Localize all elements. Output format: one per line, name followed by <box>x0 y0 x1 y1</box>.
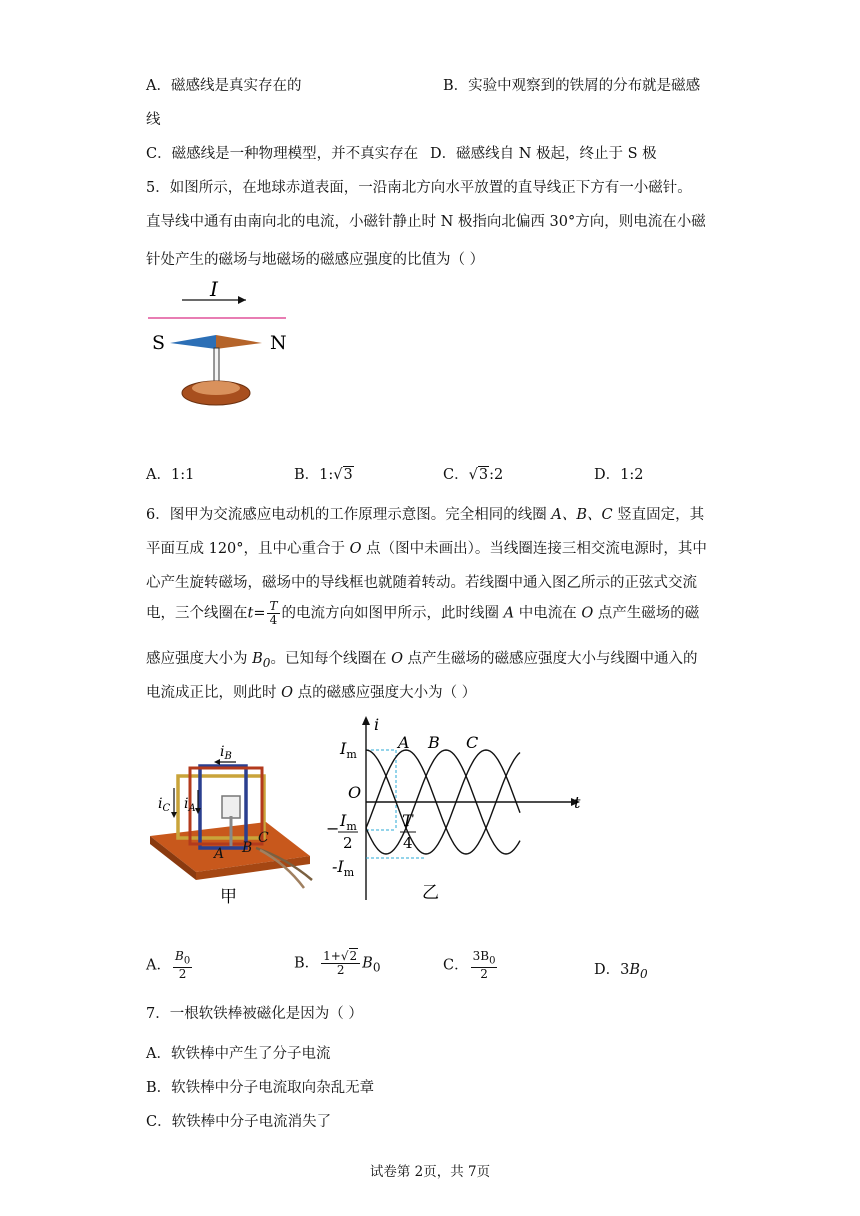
needle-north <box>216 335 262 349</box>
q5-option-c: C．√3:2 <box>443 467 504 483</box>
current-label: I <box>210 278 218 301</box>
q4-option-d: D．磁感线自 N 极起，终止于 S 极 <box>430 146 657 162</box>
q6-stem-line4: 电，三个线圈在t= $\frac{T}{4}$ 的电流方向如图甲所示，此时线圈 A 中电流在 O 点产生磁场的磁 <box>146 599 700 627</box>
curve-label-b: B <box>428 733 440 752</box>
q4-option-b: B．实验中观察到的铁屑的分布就是磁感 <box>443 78 701 94</box>
label-coil-c: C <box>258 830 269 846</box>
q5-stem-line2: 直导线中通有由南向北的电流，小磁针静止时 N 极指向北偏西 30°方向，则电流在小磁 <box>146 214 706 230</box>
tick-im: $I_m$ <box>340 739 357 761</box>
q4-option-b-continued: 线 <box>146 112 161 128</box>
q6-stem-line6: 电流成正比，则此时 O 点的磁感应强度大小为（ ） <box>146 685 477 701</box>
origin-label: O <box>348 783 362 802</box>
q7-option-a: A．软铁棒中产生了分子电流 <box>146 1046 331 1062</box>
q5-option-a: A．1:1 <box>146 467 195 483</box>
label-ia: $i_A$ <box>184 796 196 814</box>
q5-option-d: D．1:2 <box>594 467 644 483</box>
q6-option-b: B． $\frac{1+√2}{2}$ $B_0$ <box>294 949 381 977</box>
q6-stem-line1: 6．图甲为交流感应电动机的工作原理示意图。完全相同的线圈 A、B、C 竖直固定，其 <box>146 507 705 523</box>
label-coil-a: A <box>214 846 225 862</box>
curve-label-a: A <box>398 733 410 752</box>
q4-option-c: C．磁感线是一种物理模型，并不真实存在 <box>146 146 419 162</box>
q7-stem: 7．一根软铁棒被磁化是因为（ ） <box>146 1006 363 1022</box>
label-coil-b: B <box>242 840 253 856</box>
tick-t-num: T <box>402 811 413 830</box>
tick-neg-half-den: 2 <box>343 834 353 852</box>
label-ic: $i_C$ <box>158 796 171 814</box>
q5-stem-line1: 5．如图所示，在地球赤道表面，一沿南北方向水平放置的直导线正下方有一小磁针。 <box>146 180 692 196</box>
tick-neg-im: $-I_m$ <box>332 857 355 879</box>
axis-label-t: t <box>574 793 581 812</box>
motor-figure <box>146 738 318 910</box>
q7-option-b: B．软铁棒中分子电流取向杂乱无章 <box>146 1080 375 1096</box>
curve-label-c: C <box>466 733 479 752</box>
q5-option-b: B．1:√3 <box>294 467 353 483</box>
label-ib: $i_B$ <box>220 744 232 762</box>
current-graph <box>320 712 590 912</box>
page-footer: 试卷第 2页，共 7页 <box>369 1164 491 1180</box>
q6-stem-line5: 感应强度大小为 $B_0$。已知每个线圈在 O 点产生磁场的磁感应强度大小与线圈中通入的 <box>146 651 698 670</box>
q5-stem-line3: 针处产生的磁场与地磁场的磁感应强度的比值为（ ） <box>146 252 485 268</box>
axis-label-i: i <box>374 715 380 734</box>
q6-option-a: A． $\frac{B_0}{2}$ <box>146 949 191 982</box>
q6-stem-line3: 心产生旋转磁场，磁场中的导线框也就随着转动。若线圈中通入图乙所示的正弦式交流 <box>146 575 697 591</box>
tick-neg-half-num: $I_m$ <box>340 811 357 833</box>
compass-figure <box>146 278 306 413</box>
label-yi: 乙 <box>422 883 439 903</box>
q6-option-c: C． $\frac{3B_0}{2}$ <box>443 949 496 982</box>
rotor-frame <box>222 796 240 818</box>
label-jia: 甲 <box>220 887 237 907</box>
label-n: N <box>270 332 287 354</box>
q6-stem-line2: 平面互成 120°，且中心重合于 O 点（图中未画出）。当线圈连接三相交流电源时，其中 <box>146 541 707 557</box>
q6-option-d: D．$3B_0$ <box>594 962 648 981</box>
label-s: S <box>152 332 166 354</box>
tick-t-den: 4 <box>403 834 413 852</box>
q7-option-c: C．软铁棒中分子电流消失了 <box>146 1114 332 1130</box>
needle-south <box>170 335 216 349</box>
tick-neg-half-sign: − <box>326 819 340 838</box>
q4-option-a: A．磁感线是真实存在的 <box>146 78 302 94</box>
